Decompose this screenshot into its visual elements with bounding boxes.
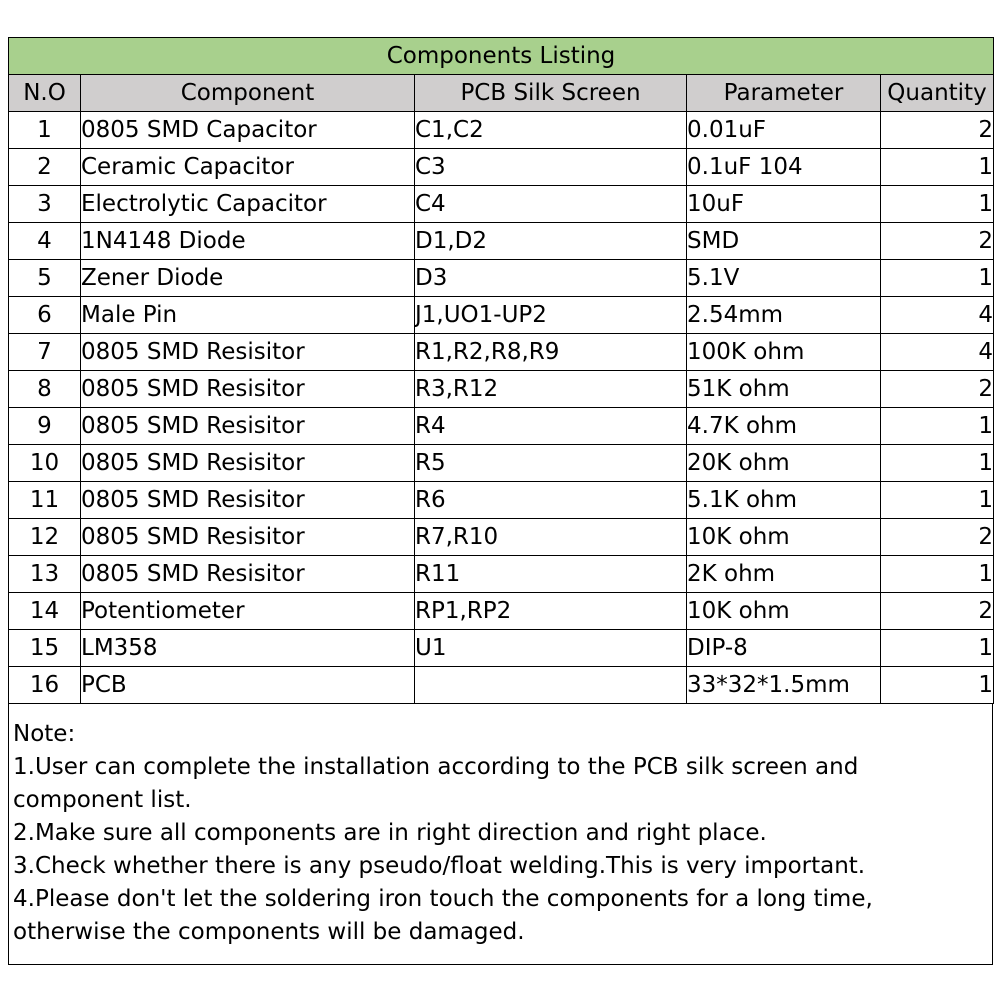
table-row	[9, 445, 994, 482]
table-row	[9, 667, 994, 704]
table-row	[9, 556, 994, 593]
cell-parameter: 5.1K ohm	[687, 482, 881, 519]
cell-quantity: 1	[881, 667, 994, 704]
cell-no: 8	[9, 371, 81, 408]
cell-silk-screen: R7,R10	[415, 519, 687, 556]
table-title-row	[9, 38, 994, 75]
notes-box	[8, 704, 993, 965]
cell-component: 0805 SMD Resisitor	[81, 334, 415, 371]
header-parameter: Parameter	[687, 75, 881, 112]
header-quantity: Quantity	[881, 75, 994, 112]
cell-parameter: 100K ohm	[687, 334, 881, 371]
cell-parameter: SMD	[687, 223, 881, 260]
cell-parameter: 2K ohm	[687, 556, 881, 593]
cell-silk-screen: R1,R2,R8,R9	[415, 334, 687, 371]
cell-silk-screen: C1,C2	[415, 112, 687, 149]
components-sheet	[8, 37, 993, 965]
cell-silk-screen: R5	[415, 445, 687, 482]
cell-quantity: 4	[881, 297, 994, 334]
cell-no: 16	[9, 667, 81, 704]
table-row	[9, 260, 994, 297]
cell-quantity: 2	[881, 519, 994, 556]
cell-no: 15	[9, 630, 81, 667]
cell-quantity: 1	[881, 630, 994, 667]
cell-quantity: 1	[881, 408, 994, 445]
cell-no: 10	[9, 445, 81, 482]
table-row	[9, 297, 994, 334]
cell-silk-screen	[415, 667, 687, 704]
cell-component: Ceramic Capacitor	[81, 149, 415, 186]
notes-heading: Note:	[13, 721, 76, 747]
cell-component: PCB	[81, 667, 415, 704]
cell-silk-screen: D1,D2	[415, 223, 687, 260]
cell-component: 0805 SMD Resisitor	[81, 408, 415, 445]
cell-component: Zener Diode	[81, 260, 415, 297]
cell-component: 0805 SMD Capacitor	[81, 112, 415, 149]
cell-parameter: 10uF	[687, 186, 881, 223]
table-header-row	[9, 75, 994, 112]
cell-quantity: 2	[881, 112, 994, 149]
table-row	[9, 482, 994, 519]
table-row	[9, 112, 994, 149]
cell-component: 0805 SMD Resisitor	[81, 371, 415, 408]
cell-parameter: 2.54mm	[687, 297, 881, 334]
cell-no: 2	[9, 149, 81, 186]
note-line-1: 1.User can complete the installation according to the PCB silk screen and component list.	[13, 754, 859, 813]
cell-silk-screen: RP1,RP2	[415, 593, 687, 630]
cell-no: 4	[9, 223, 81, 260]
cell-quantity: 1	[881, 445, 994, 482]
table-row	[9, 630, 994, 667]
cell-silk-screen: C3	[415, 149, 687, 186]
header-no: N.O	[9, 75, 81, 112]
cell-quantity: 2	[881, 223, 994, 260]
cell-component: 1N4148 Diode	[81, 223, 415, 260]
table-title: Components Listing	[9, 38, 994, 75]
table-row	[9, 519, 994, 556]
cell-parameter: DIP-8	[687, 630, 881, 667]
cell-silk-screen: C4	[415, 186, 687, 223]
cell-no: 14	[9, 593, 81, 630]
cell-parameter: 20K ohm	[687, 445, 881, 482]
cell-no: 13	[9, 556, 81, 593]
cell-no: 1	[9, 112, 81, 149]
table-row	[9, 371, 994, 408]
components-table	[8, 37, 994, 704]
table-row	[9, 593, 994, 630]
table-body	[9, 112, 994, 704]
table-row	[9, 408, 994, 445]
note-line-4: 4.Please don't let the soldering iron touch the components for a long time, otherwise the components will be damaged.	[13, 886, 873, 945]
table-row	[9, 334, 994, 371]
cell-parameter: 10K ohm	[687, 519, 881, 556]
cell-parameter: 10K ohm	[687, 593, 881, 630]
cell-component: Electrolytic Capacitor	[81, 186, 415, 223]
cell-quantity: 1	[881, 260, 994, 297]
cell-silk-screen: R3,R12	[415, 371, 687, 408]
cell-no: 12	[9, 519, 81, 556]
table-row	[9, 223, 994, 260]
header-silk-screen: PCB Silk Screen	[415, 75, 687, 112]
note-line-3: 3.Check whether there is any pseudo/float welding.This is very important.	[13, 853, 866, 879]
header-component: Component	[81, 75, 415, 112]
cell-parameter: 5.1V	[687, 260, 881, 297]
note-line-2: 2.Make sure all components are in right direction and right place.	[13, 820, 767, 846]
cell-component: Male Pin	[81, 297, 415, 334]
cell-silk-screen: J1,UO1-UP2	[415, 297, 687, 334]
cell-parameter: 0.01uF	[687, 112, 881, 149]
cell-quantity: 2	[881, 593, 994, 630]
cell-component: 0805 SMD Resisitor	[81, 482, 415, 519]
cell-silk-screen: D3	[415, 260, 687, 297]
cell-component: 0805 SMD Resisitor	[81, 556, 415, 593]
cell-no: 11	[9, 482, 81, 519]
cell-quantity: 1	[881, 556, 994, 593]
cell-quantity: 1	[881, 186, 994, 223]
cell-silk-screen: R6	[415, 482, 687, 519]
cell-parameter: 4.7K ohm	[687, 408, 881, 445]
cell-silk-screen: R11	[415, 556, 687, 593]
cell-no: 3	[9, 186, 81, 223]
cell-silk-screen: R4	[415, 408, 687, 445]
cell-quantity: 2	[881, 371, 994, 408]
cell-quantity: 1	[881, 149, 994, 186]
cell-no: 7	[9, 334, 81, 371]
table-row	[9, 186, 994, 223]
table-row	[9, 149, 994, 186]
cell-no: 5	[9, 260, 81, 297]
cell-component: 0805 SMD Resisitor	[81, 445, 415, 482]
cell-component: Potentiometer	[81, 593, 415, 630]
cell-silk-screen: U1	[415, 630, 687, 667]
cell-component: LM358	[81, 630, 415, 667]
cell-parameter: 51K ohm	[687, 371, 881, 408]
cell-parameter: 33*32*1.5mm	[687, 667, 881, 704]
cell-quantity: 1	[881, 482, 994, 519]
cell-no: 9	[9, 408, 81, 445]
cell-no: 6	[9, 297, 81, 334]
cell-component: 0805 SMD Resisitor	[81, 519, 415, 556]
cell-quantity: 4	[881, 334, 994, 371]
cell-parameter: 0.1uF 104	[687, 149, 881, 186]
